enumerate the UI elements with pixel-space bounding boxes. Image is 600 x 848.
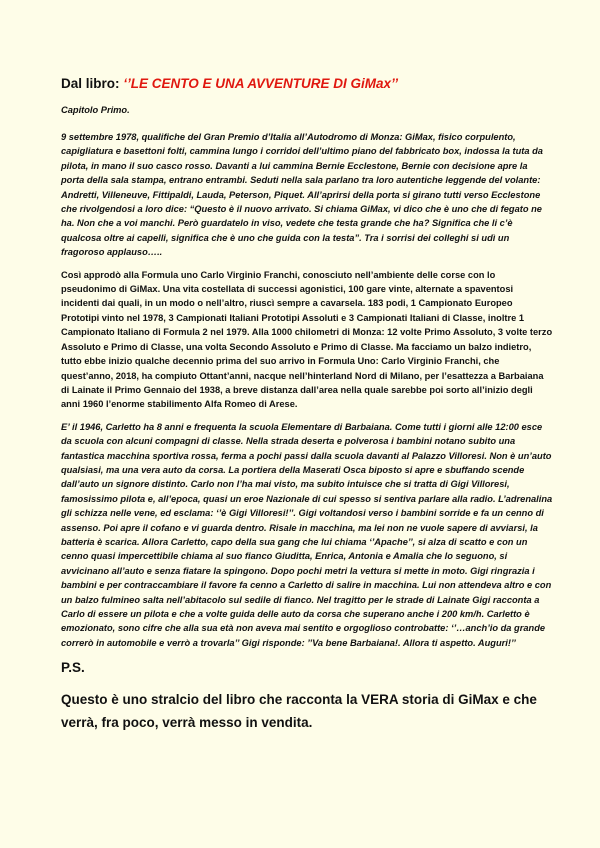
- chapter-heading: Capitolo Primo.: [61, 105, 130, 115]
- paragraph-3: E’ il 1946, Carletto ha 8 anni e frequenta la scuola Elementare di Barbaiana. Come tutti i giorni alle 12:00 esce da scuola con alcuni compagni di classe. Nella strada deserta e polverosa i bambini notano subito una fantastica macchina sportiva rossa, ferma a pochi passi dalla scuola davanti al Palazzo Villoresi. Non è un’auto qualsiasi, ma una vera auto da corsa. La portiera della Maserati Osca biposto si apre e sbuffando scende dall’auto un signore distinto. Carlo non l’ha mai visto, ma subito intuisce che si tratta di Gigi Villoresi, famosissimo pilota e, all’epoca, quasi un eroe Nazionale di cui spesso si sentiva parlare alla radio. L’adrenalina gli schizza nelle vene, ed esclama: ‘’è Gigi Villoresi!’’. Gigi voltandosi verso i bambini sorride e fa un cenno di assenso. Poi apre il cofano e vi guarda dentro. Risale in macchina, ma lei non ne vuole sapere di avviarsi, la batteria è scarica. Allora Carletto, capo della sua gang che lui chiama ‘’Apache’’, si alza di scatto e con un cenno quasi impercettibile chiama al suo fianco Giuditta, Enrica, Antonia e Amalia che lo seguono, si avvicinano all’auto e senza fiatare la spingono. Dopo pochi metri la vettura si mette in moto. Gigi ringrazia i bambini e per contraccambiare il favore fa cenno a Carletto di salire in macchina. Lui non attendeva altro e con un balzo fulmineo salta nell’abitacolo sul sedile di fianco. Nel tragitto per le strade di Lainate Gigi racconta a Carlo di essere un pilota e che a volte guida delle auto da corsa che superano anche i 200 km/h. Carletto è emozionato, sono cifre che alla sua età non aveva mai sentito e orgoglioso controbatte: ‘’…anch’io da grande correrò in automobile e verrò a trovarla’’ Gigi risponde: ’’Va bene Barbaiana!. Allora ti aspetto. Auguri!’’: [61, 421, 553, 648]
- paragraph-1: 9 settembre 1978, qualifiche del Gran Premio d’Italia all’Autodromo di Monza: GiMax, fisico corpulento, capigliatura e basettoni folti, cammina lungo i corridoi dell’ultimo piano del fabbricato box, indossa la tuta da pilota, in mano il suo casco rosso. Davanti a lui cammina Bernie Ecclestone, Bernie con decisione apre la porta della sala stampa, entrano entrambi. Seduti nella sala parlano tra loro autentiche leggende del volante: Andretti, Villeneuve, Fittipaldi, Lauda, Peterson, Piquet. All’aprirsi della porta si girano tutti verso Ecclestone che rivolgendosi a loro dice: “Questo è il nuovo arrivato. Si chiama GiMax, vi dico che è uno che di fegato ne ha. Non che a voi manchi. Però guardatelo in viso, vedete che testa grande che ha? Significa che li c’è qualcosa oltre ai capelli, significa che è uno che guida con la testa”. Tra i sorrisi dei colleghi si udì un fragoroso applauso…..: [61, 132, 543, 258]
- document-page: [61, 76, 553, 734]
- book-title: ‘’LE CENTO E UNA AVVENTURE DI GiMax’’: [123, 76, 399, 91]
- document-title: [61, 76, 553, 92]
- closing-note: Questo è uno stralcio del libro che racconta la VERA storia di GiMax e che verrà, fra poco, verrà messo in vendita.: [61, 692, 537, 731]
- ps-label: P.S.: [61, 660, 85, 676]
- paragraph-2: Così approdò alla Formula uno Carlo Virginio Franchi, conosciuto nell’ambiente delle corse con lo pseudonimo di GiMax. Una vita costellata di successi agonistici, 100 gare vinte, alternate a spaventosi incidenti dai quali, in un modo o nell’altro, riuscì sempre a cavarsela. 183 podi, 1 Campionato Europeo Prototipi vinto nel 1978, 3 Campionati Italiani Prototipi Assoluti e 3 Campionati Italiani di Classe, inoltre 1 Campionato Italiano di Formula 2 nel 1979. Alla 1000 chilometri di Monza: 12 volte Primo Assoluto, 3 volte terzo Assoluto e Primo di Classe, una volta Secondo Assoluto e Primo di Classe. Ma facciamo un balzo indietro, tutto ebbe inizio qualche decennio prima del suo arrivo in Formula Uno: Carlo Virginio Franchi, che quest’anno, 2018, ha compiuto Ottant’anni, nacque nell’hinterland Nord di Milano, per l’esattezza a Barbaiana di Lainate il Primo Gennaio del 1938, a breve distanza dall’area nella quale sarebbe poi sorto all’inizio degli anni 1960 l’enorme stabilimento Alfa Romeo di Arese.: [61, 269, 553, 410]
- title-prefix: Dal libro:: [61, 76, 124, 91]
